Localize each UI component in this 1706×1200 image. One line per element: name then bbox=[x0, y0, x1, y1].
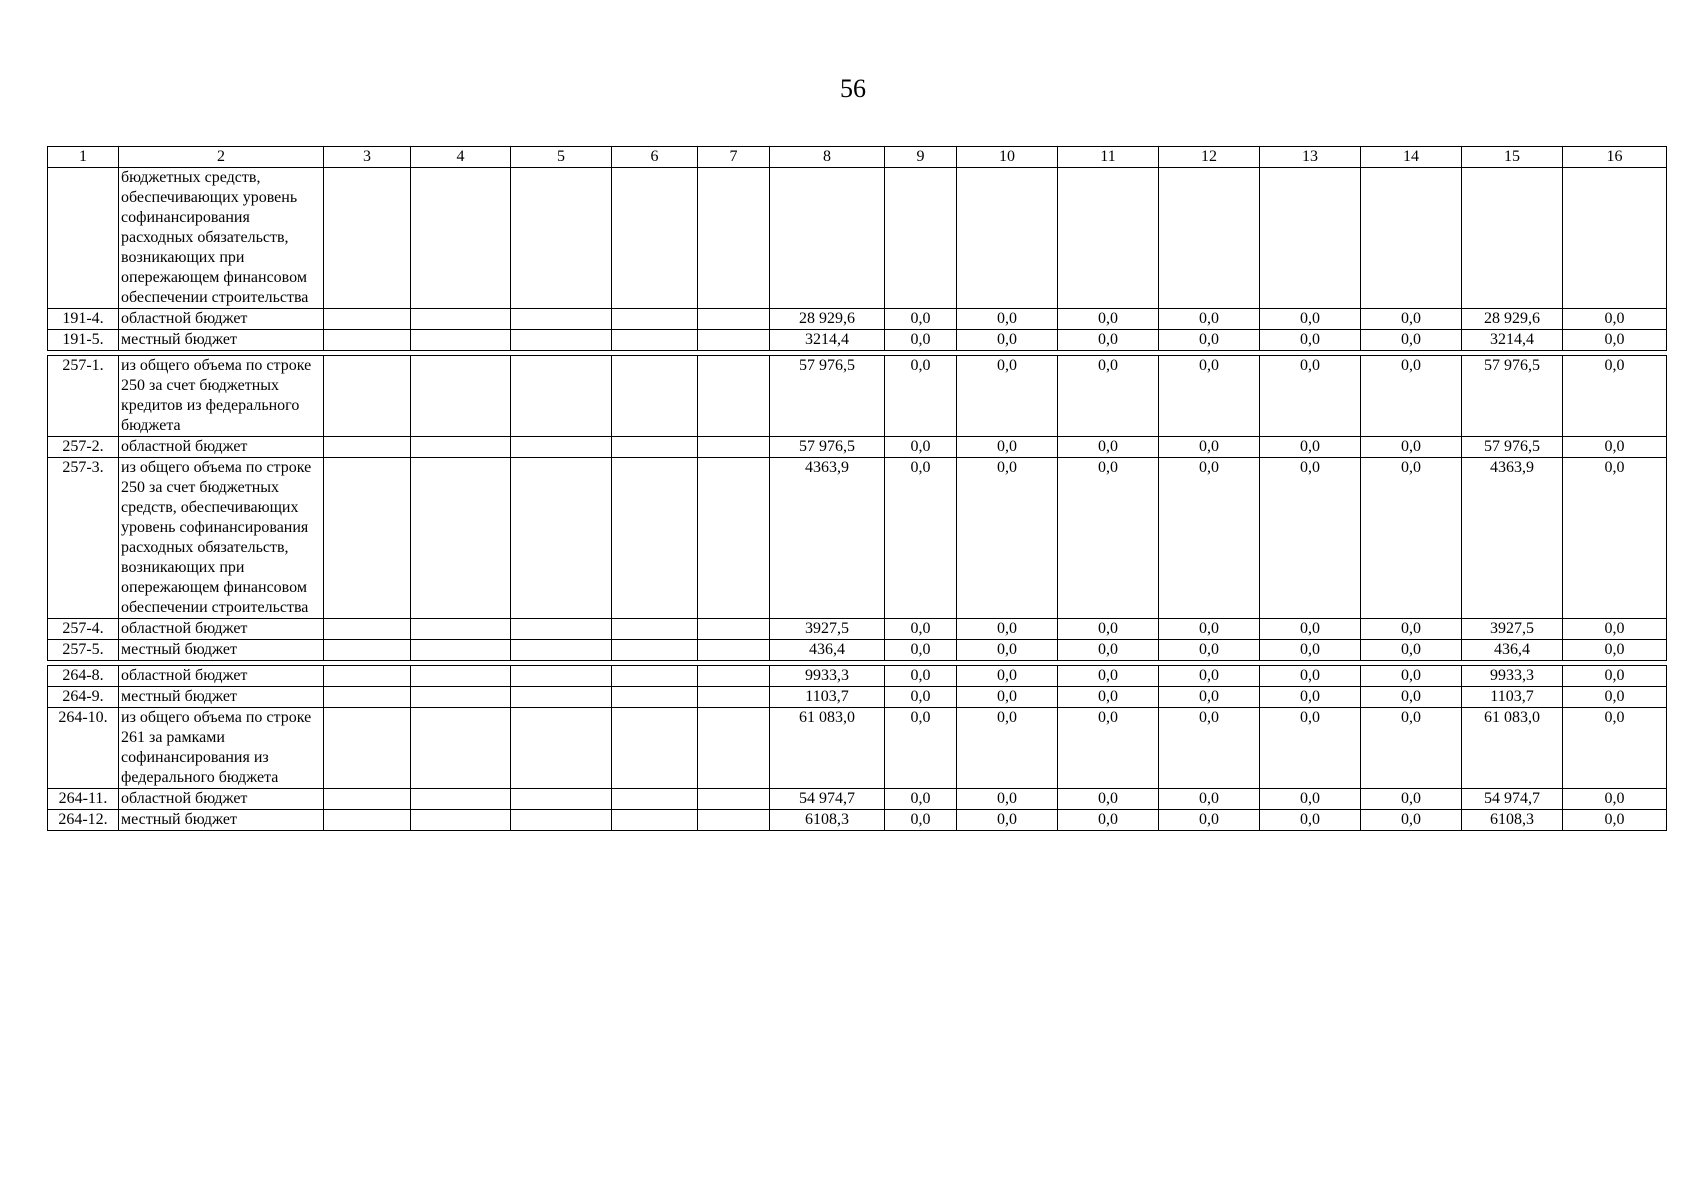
row-value: 0,0 bbox=[1563, 356, 1667, 437]
row-value bbox=[885, 168, 957, 309]
row-value: 0,0 bbox=[885, 356, 957, 437]
row-value bbox=[698, 619, 770, 640]
table-row bbox=[48, 458, 1667, 619]
row-value: 1103,7 bbox=[1462, 687, 1563, 708]
header-cell: 15 bbox=[1462, 147, 1563, 168]
row-value: 9933,3 bbox=[770, 666, 885, 687]
row-value bbox=[324, 708, 411, 789]
row-value: 0,0 bbox=[1361, 619, 1462, 640]
page-number: 56 bbox=[840, 74, 866, 103]
table-row bbox=[48, 330, 1667, 351]
header-cell: 1 bbox=[48, 147, 119, 168]
row-value bbox=[511, 708, 612, 789]
row-value bbox=[698, 640, 770, 661]
row-value: 0,0 bbox=[957, 437, 1058, 458]
row-value: 0,0 bbox=[1159, 309, 1260, 330]
row-value bbox=[411, 666, 511, 687]
row-value bbox=[1159, 168, 1260, 309]
row-value: 0,0 bbox=[1361, 666, 1462, 687]
row-value bbox=[957, 168, 1058, 309]
row-value bbox=[612, 330, 698, 351]
row-value: 0,0 bbox=[1058, 640, 1159, 661]
row-value bbox=[1260, 168, 1361, 309]
header-cell: 9 bbox=[885, 147, 957, 168]
table-row bbox=[48, 356, 1667, 437]
row-value: 0,0 bbox=[1058, 330, 1159, 351]
row-value: 6108,3 bbox=[770, 810, 885, 831]
row-value bbox=[612, 619, 698, 640]
row-value: 0,0 bbox=[1260, 356, 1361, 437]
row-name: областной бюджет bbox=[119, 309, 324, 330]
row-value bbox=[324, 168, 411, 309]
row-value bbox=[411, 356, 511, 437]
row-code: 264-10. bbox=[48, 708, 119, 789]
row-value bbox=[511, 666, 612, 687]
row-value: 0,0 bbox=[1361, 356, 1462, 437]
row-value: 0,0 bbox=[1361, 708, 1462, 789]
row-value: 0,0 bbox=[957, 458, 1058, 619]
row-value bbox=[1058, 168, 1159, 309]
row-value: 0,0 bbox=[1361, 309, 1462, 330]
row-value bbox=[511, 810, 612, 831]
row-value bbox=[411, 687, 511, 708]
row-value: 6108,3 bbox=[1462, 810, 1563, 831]
table-row bbox=[48, 168, 1667, 309]
row-code: 257-4. bbox=[48, 619, 119, 640]
row-value: 0,0 bbox=[1260, 309, 1361, 330]
row-value bbox=[411, 708, 511, 789]
row-value: 0,0 bbox=[1260, 666, 1361, 687]
row-value: 28 929,6 bbox=[1462, 309, 1563, 330]
row-value: 0,0 bbox=[1058, 458, 1159, 619]
row-value bbox=[324, 437, 411, 458]
row-value: 57 976,5 bbox=[1462, 437, 1563, 458]
row-value: 0,0 bbox=[885, 708, 957, 789]
row-value bbox=[698, 687, 770, 708]
table-row bbox=[48, 810, 1667, 831]
table-row bbox=[48, 640, 1667, 661]
row-code bbox=[48, 168, 119, 309]
row-value: 0,0 bbox=[1260, 810, 1361, 831]
row-value: 0,0 bbox=[1159, 437, 1260, 458]
row-value: 0,0 bbox=[1260, 640, 1361, 661]
row-name: местный бюджет bbox=[119, 810, 324, 831]
row-value: 0,0 bbox=[1058, 789, 1159, 810]
row-value: 61 083,0 bbox=[1462, 708, 1563, 789]
row-value bbox=[511, 619, 612, 640]
table-row bbox=[48, 687, 1667, 708]
row-value: 57 976,5 bbox=[770, 437, 885, 458]
header-cell: 10 bbox=[957, 147, 1058, 168]
row-value bbox=[411, 810, 511, 831]
row-value: 0,0 bbox=[885, 309, 957, 330]
row-value: 1103,7 bbox=[770, 687, 885, 708]
table-row bbox=[48, 666, 1667, 687]
table-body bbox=[48, 147, 1667, 831]
row-value: 0,0 bbox=[1058, 437, 1159, 458]
row-value bbox=[511, 330, 612, 351]
row-name: местный бюджет bbox=[119, 687, 324, 708]
row-value bbox=[770, 168, 885, 309]
row-value bbox=[324, 458, 411, 619]
row-value bbox=[698, 168, 770, 309]
table-row bbox=[48, 789, 1667, 810]
row-value bbox=[511, 789, 612, 810]
row-value bbox=[411, 437, 511, 458]
row-value bbox=[411, 619, 511, 640]
row-value bbox=[612, 708, 698, 789]
row-code: 257-5. bbox=[48, 640, 119, 661]
header-cell: 16 bbox=[1563, 147, 1667, 168]
row-value: 4363,9 bbox=[1462, 458, 1563, 619]
row-value bbox=[698, 309, 770, 330]
row-code: 257-3. bbox=[48, 458, 119, 619]
row-value: 0,0 bbox=[1361, 330, 1462, 351]
row-value bbox=[1361, 168, 1462, 309]
row-value bbox=[324, 810, 411, 831]
row-value: 0,0 bbox=[1260, 330, 1361, 351]
row-value: 3214,4 bbox=[770, 330, 885, 351]
row-value: 0,0 bbox=[885, 789, 957, 810]
row-name: бюджетных средств, обеспечивающих уровень софинансирования расходных обязательств, возникающих при опережающем финансовом обеспечении строительства bbox=[119, 168, 324, 309]
row-value bbox=[612, 437, 698, 458]
table-row bbox=[48, 619, 1667, 640]
row-value bbox=[324, 640, 411, 661]
row-value: 0,0 bbox=[1563, 330, 1667, 351]
row-value: 0,0 bbox=[1260, 437, 1361, 458]
row-value: 0,0 bbox=[1563, 810, 1667, 831]
row-value: 0,0 bbox=[1361, 437, 1462, 458]
row-value bbox=[698, 330, 770, 351]
row-value: 0,0 bbox=[1159, 619, 1260, 640]
row-value bbox=[511, 458, 612, 619]
row-value: 0,0 bbox=[1563, 619, 1667, 640]
row-value: 0,0 bbox=[957, 666, 1058, 687]
row-value: 0,0 bbox=[1058, 356, 1159, 437]
row-value: 0,0 bbox=[885, 687, 957, 708]
row-value: 0,0 bbox=[885, 666, 957, 687]
row-value: 0,0 bbox=[1563, 666, 1667, 687]
row-value: 3927,5 bbox=[1462, 619, 1563, 640]
row-value bbox=[612, 789, 698, 810]
header-row bbox=[48, 147, 1667, 168]
row-value: 0,0 bbox=[957, 356, 1058, 437]
header-cell: 5 bbox=[511, 147, 612, 168]
row-value: 436,4 bbox=[770, 640, 885, 661]
row-name: областной бюджет bbox=[119, 789, 324, 810]
row-value bbox=[612, 458, 698, 619]
budget-table bbox=[47, 146, 1667, 831]
row-value bbox=[698, 708, 770, 789]
header-cell: 4 bbox=[411, 147, 511, 168]
row-value bbox=[612, 640, 698, 661]
row-code: 264-8. bbox=[48, 666, 119, 687]
row-value: 0,0 bbox=[1563, 789, 1667, 810]
row-code: 191-4. bbox=[48, 309, 119, 330]
row-value: 0,0 bbox=[1159, 640, 1260, 661]
row-value bbox=[612, 666, 698, 687]
row-value: 57 976,5 bbox=[770, 356, 885, 437]
row-value: 61 083,0 bbox=[770, 708, 885, 789]
row-value: 0,0 bbox=[885, 458, 957, 619]
row-name: областной бюджет bbox=[119, 619, 324, 640]
row-value: 28 929,6 bbox=[770, 309, 885, 330]
row-value: 0,0 bbox=[957, 330, 1058, 351]
row-value: 0,0 bbox=[1159, 330, 1260, 351]
row-value: 0,0 bbox=[1159, 666, 1260, 687]
row-value: 0,0 bbox=[957, 810, 1058, 831]
row-value: 54 974,7 bbox=[770, 789, 885, 810]
row-value bbox=[511, 356, 612, 437]
row-value: 0,0 bbox=[885, 640, 957, 661]
row-code: 257-1. bbox=[48, 356, 119, 437]
row-value bbox=[324, 789, 411, 810]
row-value: 0,0 bbox=[1563, 437, 1667, 458]
row-value: 0,0 bbox=[1563, 640, 1667, 661]
row-value: 0,0 bbox=[1260, 687, 1361, 708]
row-value: 0,0 bbox=[1563, 687, 1667, 708]
row-value: 0,0 bbox=[1058, 687, 1159, 708]
header-cell: 2 bbox=[119, 147, 324, 168]
row-value: 0,0 bbox=[1260, 458, 1361, 619]
row-value: 0,0 bbox=[957, 687, 1058, 708]
row-value bbox=[511, 640, 612, 661]
row-name: областной бюджет bbox=[119, 437, 324, 458]
row-value: 0,0 bbox=[1058, 619, 1159, 640]
row-value: 0,0 bbox=[1058, 666, 1159, 687]
row-value: 0,0 bbox=[957, 708, 1058, 789]
row-value: 0,0 bbox=[1058, 708, 1159, 789]
row-value bbox=[698, 458, 770, 619]
row-value bbox=[411, 640, 511, 661]
row-value: 0,0 bbox=[1563, 309, 1667, 330]
table-row bbox=[48, 437, 1667, 458]
row-value: 0,0 bbox=[1159, 687, 1260, 708]
row-value: 0,0 bbox=[1159, 810, 1260, 831]
row-value bbox=[324, 687, 411, 708]
row-value bbox=[324, 619, 411, 640]
row-name: местный бюджет bbox=[119, 640, 324, 661]
row-value: 0,0 bbox=[957, 309, 1058, 330]
row-value bbox=[698, 666, 770, 687]
row-value: 9933,3 bbox=[1462, 666, 1563, 687]
row-value: 0,0 bbox=[1159, 708, 1260, 789]
header-cell: 13 bbox=[1260, 147, 1361, 168]
row-value bbox=[511, 168, 612, 309]
row-value bbox=[411, 458, 511, 619]
row-value bbox=[511, 687, 612, 708]
table-row bbox=[48, 309, 1667, 330]
row-value bbox=[612, 168, 698, 309]
row-value: 3214,4 bbox=[1462, 330, 1563, 351]
row-value: 3927,5 bbox=[770, 619, 885, 640]
row-name: областной бюджет bbox=[119, 666, 324, 687]
row-value: 0,0 bbox=[1058, 810, 1159, 831]
row-name: из общего объема по строке 250 за счет бюджетных кредитов из федерального бюджета bbox=[119, 356, 324, 437]
header-cell: 6 bbox=[612, 147, 698, 168]
row-value: 0,0 bbox=[957, 789, 1058, 810]
row-value: 0,0 bbox=[957, 619, 1058, 640]
row-value: 0,0 bbox=[1361, 789, 1462, 810]
header-cell: 8 bbox=[770, 147, 885, 168]
row-value: 4363,9 bbox=[770, 458, 885, 619]
row-value bbox=[411, 168, 511, 309]
table-row bbox=[48, 708, 1667, 789]
row-value: 0,0 bbox=[1058, 309, 1159, 330]
row-value bbox=[511, 309, 612, 330]
row-value: 57 976,5 bbox=[1462, 356, 1563, 437]
row-value bbox=[698, 789, 770, 810]
row-code: 264-12. bbox=[48, 810, 119, 831]
row-value: 0,0 bbox=[1159, 356, 1260, 437]
header-cell: 3 bbox=[324, 147, 411, 168]
row-value: 0,0 bbox=[885, 619, 957, 640]
row-value bbox=[324, 666, 411, 687]
row-value bbox=[324, 309, 411, 330]
row-value: 0,0 bbox=[1361, 640, 1462, 661]
row-value: 54 974,7 bbox=[1462, 789, 1563, 810]
row-value bbox=[411, 330, 511, 351]
row-value bbox=[612, 810, 698, 831]
row-name: из общего объема по строке 261 за рамками софинансирования из федерального бюджета bbox=[119, 708, 324, 789]
row-value bbox=[612, 309, 698, 330]
row-code: 191-5. bbox=[48, 330, 119, 351]
row-name: из общего объема по строке 250 за счет бюджетных средств, обеспечивающих уровень софинансирования расходных обязательств, возникающих при опережающем финансовом обеспечении строительства bbox=[119, 458, 324, 619]
row-value bbox=[698, 810, 770, 831]
row-value bbox=[411, 789, 511, 810]
row-value bbox=[324, 356, 411, 437]
row-value: 0,0 bbox=[957, 640, 1058, 661]
row-value: 0,0 bbox=[1159, 458, 1260, 619]
row-value bbox=[612, 687, 698, 708]
row-value: 0,0 bbox=[1563, 458, 1667, 619]
row-value: 0,0 bbox=[1361, 810, 1462, 831]
row-name: местный бюджет bbox=[119, 330, 324, 351]
row-value: 0,0 bbox=[1260, 708, 1361, 789]
row-value bbox=[1563, 168, 1667, 309]
row-value bbox=[1462, 168, 1563, 309]
row-value: 0,0 bbox=[1361, 458, 1462, 619]
header-cell: 11 bbox=[1058, 147, 1159, 168]
row-value bbox=[411, 309, 511, 330]
row-code: 264-9. bbox=[48, 687, 119, 708]
budget-table-container bbox=[47, 146, 1667, 831]
row-value: 0,0 bbox=[1563, 708, 1667, 789]
row-value: 0,0 bbox=[1260, 619, 1361, 640]
row-value bbox=[612, 356, 698, 437]
row-code: 264-11. bbox=[48, 789, 119, 810]
row-value bbox=[324, 330, 411, 351]
row-value: 0,0 bbox=[885, 330, 957, 351]
row-value bbox=[698, 437, 770, 458]
row-value: 436,4 bbox=[1462, 640, 1563, 661]
row-value bbox=[698, 356, 770, 437]
header-cell: 7 bbox=[698, 147, 770, 168]
row-value: 0,0 bbox=[1159, 789, 1260, 810]
header-cell: 14 bbox=[1361, 147, 1462, 168]
header-cell: 12 bbox=[1159, 147, 1260, 168]
row-code: 257-2. bbox=[48, 437, 119, 458]
row-value: 0,0 bbox=[885, 437, 957, 458]
row-value: 0,0 bbox=[1260, 789, 1361, 810]
row-value bbox=[511, 437, 612, 458]
row-value: 0,0 bbox=[885, 810, 957, 831]
row-value: 0,0 bbox=[1361, 687, 1462, 708]
